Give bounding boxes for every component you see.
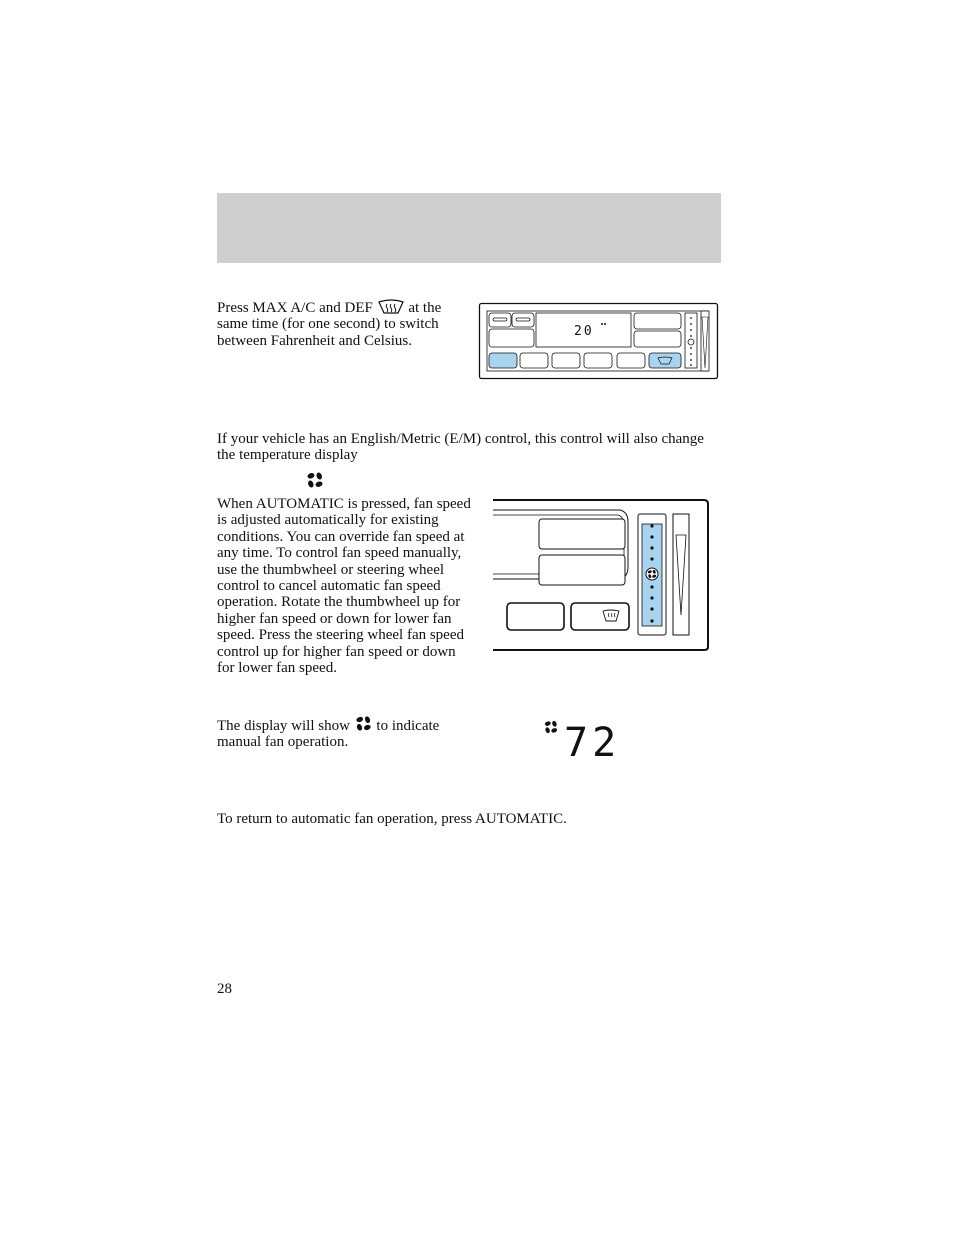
thumbwheel-closeup-figure — [490, 497, 712, 655]
closeup-button-upper[interactable] — [539, 519, 625, 549]
page-number: 28 — [217, 981, 232, 997]
panel-button-5[interactable] — [617, 353, 645, 368]
para-manual-indicator: The display will show to indicate manual fan operation. — [217, 714, 471, 751]
para-convert-units: Press MAX A/C and DEF at the same time (for one second) to switch between Fahrenheit and Celsius. — [217, 300, 442, 349]
para-automatic-fan: When AUTOMATIC is pressed, fan speed is adjusted automatically for existing conditions. You can override fan speed at any time. To control fan speed manually, use the thumbwheel or steering wheel control to cancel automatic fan speed operation. Rotate the thumbwheel up for higher fan speed or down for lower fan speed. Press the steering wheel fan speed control up for higher fan speed or down for lower fan speed. — [217, 496, 471, 677]
mode-button-3[interactable] — [489, 329, 534, 347]
display-temperature-value: 72 — [564, 720, 620, 762]
para-english-metric: If your vehicle has an English/Metric (E/M) control, this control will also change the temperature display — [217, 431, 704, 464]
display-temperature-value: 20 — [574, 324, 594, 339]
panel-button-4[interactable] — [584, 353, 612, 368]
max-ac-button[interactable] — [489, 353, 517, 368]
temperature-slider[interactable] — [673, 514, 689, 635]
panel-button-3[interactable] — [552, 353, 580, 368]
closeup-def-button[interactable] — [571, 603, 629, 630]
defrost-icon — [377, 299, 405, 315]
temp-down-button[interactable] — [634, 331, 681, 347]
header-band — [217, 193, 721, 263]
def-button[interactable] — [649, 353, 681, 368]
display-fan-icon — [544, 720, 557, 733]
closeup-button-lower[interactable] — [539, 555, 625, 585]
manual-fan-display-figure — [540, 716, 620, 762]
closeup-automatic-button[interactable] — [507, 603, 564, 630]
fan-icon — [305, 470, 325, 490]
para-return-automatic: To return to automatic fan operation, press AUTOMATIC. — [217, 811, 567, 827]
panel-button-2[interactable] — [520, 353, 548, 368]
mode-button-2[interactable] — [512, 313, 534, 327]
fan-icon — [354, 714, 373, 733]
climate-panel-figure — [478, 302, 722, 382]
mode-button-1[interactable] — [489, 313, 511, 327]
temp-up-button[interactable] — [634, 313, 681, 329]
thumbwheel-fan-icon — [646, 568, 658, 580]
